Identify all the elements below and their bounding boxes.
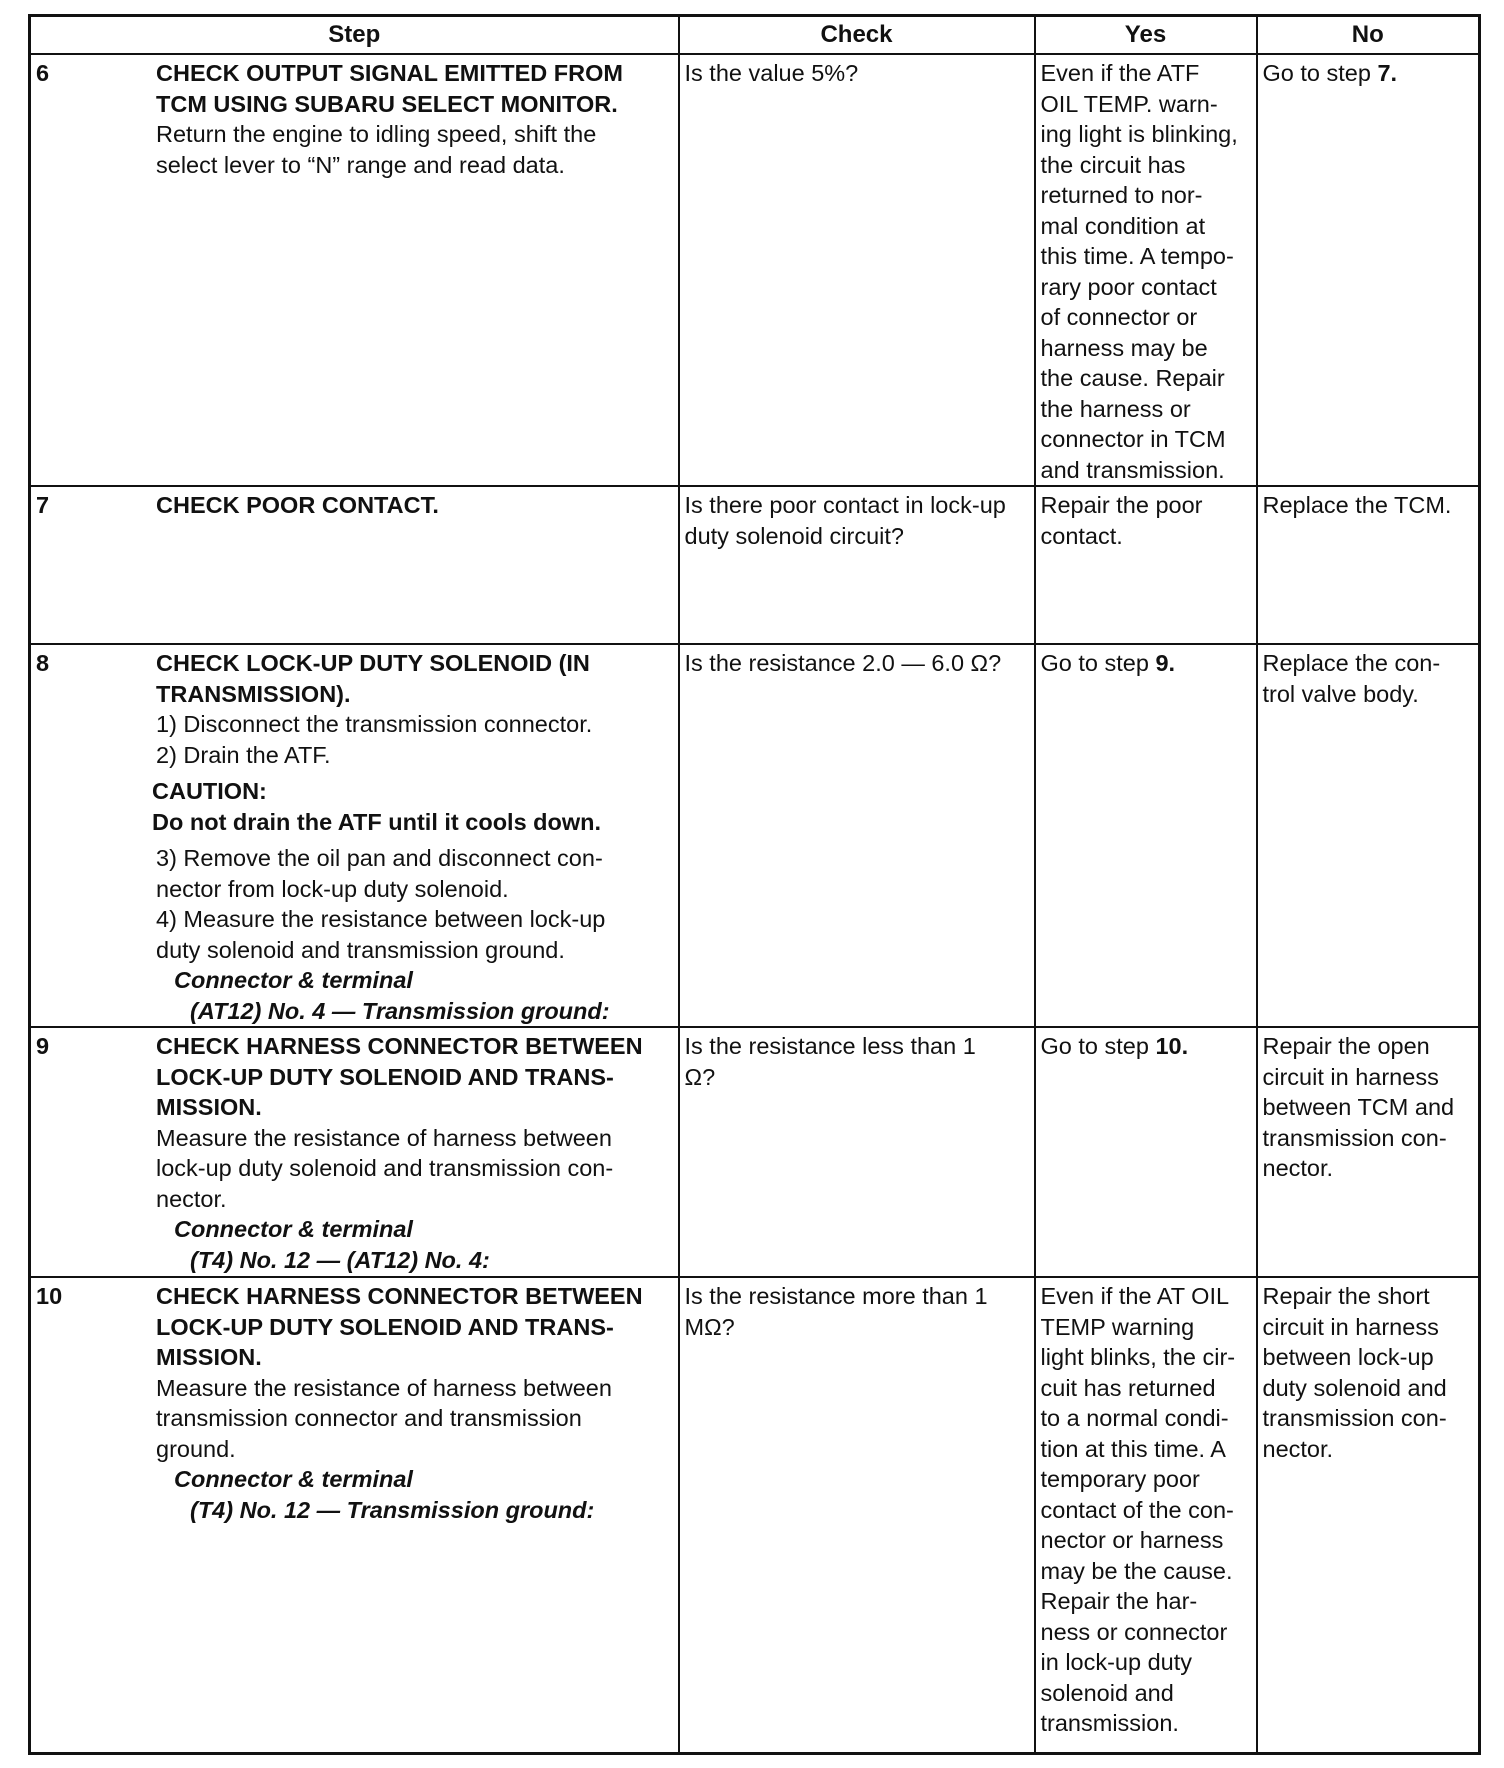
table-row-step-10 <box>30 1277 1480 1753</box>
step-instruction: nector from lock-up duty solenoid. <box>156 875 509 902</box>
table-row-step-8 <box>30 644 1480 1027</box>
step-number: 10 <box>36 1283 63 1309</box>
step-ref: 9. <box>1155 650 1176 676</box>
step-cell <box>30 1277 679 1753</box>
step-number: 9 <box>36 1033 50 1059</box>
step-title: MISSION. <box>156 1344 262 1370</box>
check-cell: Is the resistance more than 1 MΩ? <box>679 1277 1035 1753</box>
step-instruction: ground. <box>156 1435 236 1462</box>
step-instruction: select lever to “N” range and read data. <box>156 151 565 178</box>
check-cell: Is the resistance 2.0 — 6.0 Ω? <box>679 644 1035 1027</box>
connector-heading: Connector & terminal <box>174 967 413 993</box>
step-title: MISSION. <box>156 1094 262 1120</box>
header-step: Step <box>30 16 679 55</box>
step-title: CHECK POOR CONTACT. <box>156 492 439 518</box>
step-number: 6 <box>36 60 50 86</box>
yes-cell: Even if the ATF OIL TEMP. warn- ing light is blinking, the circuit has returned to nor- mal condition at this time. A tempo- rary poor contact of connector or harness may be the cause. Repair the harness or connector in TCM and transmission. <box>1035 54 1257 486</box>
step-title: CHECK HARNESS CONNECTOR BETWEEN <box>156 1033 643 1059</box>
step-cell <box>30 1027 679 1277</box>
table-row-step-7 <box>30 486 1480 644</box>
yes-cell: Go to step 9. <box>1035 644 1257 1027</box>
step-title: CHECK LOCK-UP DUTY SOLENOID (IN <box>156 650 590 676</box>
no-cell: Replace the con- trol valve body. <box>1257 644 1480 1027</box>
step-instruction: transmission connector and transmission <box>156 1405 582 1431</box>
step-title: LOCK-UP DUTY SOLENOID AND TRANS- <box>156 1063 614 1090</box>
step-cell <box>30 644 679 1027</box>
step-title: TRANSMISSION). <box>156 680 351 707</box>
step-title: CHECK HARNESS CONNECTOR BETWEEN <box>156 1283 643 1309</box>
step-title: TCM USING SUBARU SELECT MONITOR. <box>156 90 618 117</box>
step-title: CHECK OUTPUT SIGNAL EMITTED FROM <box>156 60 623 86</box>
check-cell: Is the value 5%? <box>679 54 1035 486</box>
header-check: Check <box>679 16 1035 55</box>
check-cell: Is there poor contact in lock-up duty solenoid circuit? <box>679 486 1035 644</box>
step-instruction: lock-up duty solenoid and transmission con- <box>156 1155 614 1181</box>
step-instruction: 3) Remove the oil pan and disconnect con- <box>156 845 603 871</box>
step-instruction: 2) Drain the ATF. <box>156 741 331 768</box>
yes-cell: Even if the AT OIL TEMP warning light blinks, the cir- cuit has returned to a normal condi- tion at this time. A temporary poor contact of the con- nector or harness may be the cause. Repair the har- ness or connector in lock-up duty solenoid and transmission. <box>1035 1277 1257 1753</box>
caution-text: Do not drain the ATF until it cools down. <box>152 808 602 835</box>
step-instruction: duty solenoid and transmission ground. <box>156 936 565 963</box>
connector-value: (T4) No. 12 — (AT12) No. 4: <box>190 1246 490 1273</box>
step-instruction: Measure the resistance of harness between <box>156 1374 612 1401</box>
step-instruction: nector. <box>156 1185 227 1212</box>
step-instruction: Measure the resistance of harness between <box>156 1124 612 1151</box>
table-row-step-9 <box>30 1027 1480 1277</box>
connector-heading: Connector & terminal <box>174 1466 413 1492</box>
header-no: No <box>1257 16 1480 55</box>
caution-heading: CAUTION: <box>152 778 267 804</box>
step-cell <box>30 54 679 486</box>
step-number: 8 <box>36 650 50 676</box>
step-cell <box>30 486 679 644</box>
no-cell: Go to step 7. <box>1257 54 1480 486</box>
step-number: 7 <box>36 492 50 518</box>
header-yes: Yes <box>1035 16 1257 55</box>
table-header-row <box>30 16 1480 55</box>
no-cell: Replace the TCM. <box>1257 486 1480 644</box>
connector-value: (AT12) No. 4 — Transmission ground: <box>190 997 610 1024</box>
yes-cell: Repair the poor contact. <box>1035 486 1257 644</box>
connector-value: (T4) No. 12 — Transmission ground: <box>190 1496 595 1523</box>
step-ref: 7. <box>1377 60 1398 86</box>
check-cell: Is the resistance less than 1 Ω? <box>679 1027 1035 1277</box>
diagnostic-table <box>28 14 1481 1755</box>
step-title: LOCK-UP DUTY SOLENOID AND TRANS- <box>156 1313 614 1340</box>
yes-cell: Go to step 10. <box>1035 1027 1257 1277</box>
step-instruction: 4) Measure the resistance between lock-up <box>156 906 606 932</box>
step-ref: 10. <box>1155 1033 1189 1059</box>
connector-heading: Connector & terminal <box>174 1216 413 1242</box>
table-row-step-6 <box>30 54 1480 486</box>
step-instruction: 1) Disconnect the transmission connector. <box>156 711 593 737</box>
no-cell: Repair the short circuit in harness between lock-up duty solenoid and transmission con- nector. <box>1257 1277 1480 1753</box>
step-instruction: Return the engine to idling speed, shift the <box>156 121 597 147</box>
no-cell: Repair the open circuit in harness between TCM and transmission con- nector. <box>1257 1027 1480 1277</box>
